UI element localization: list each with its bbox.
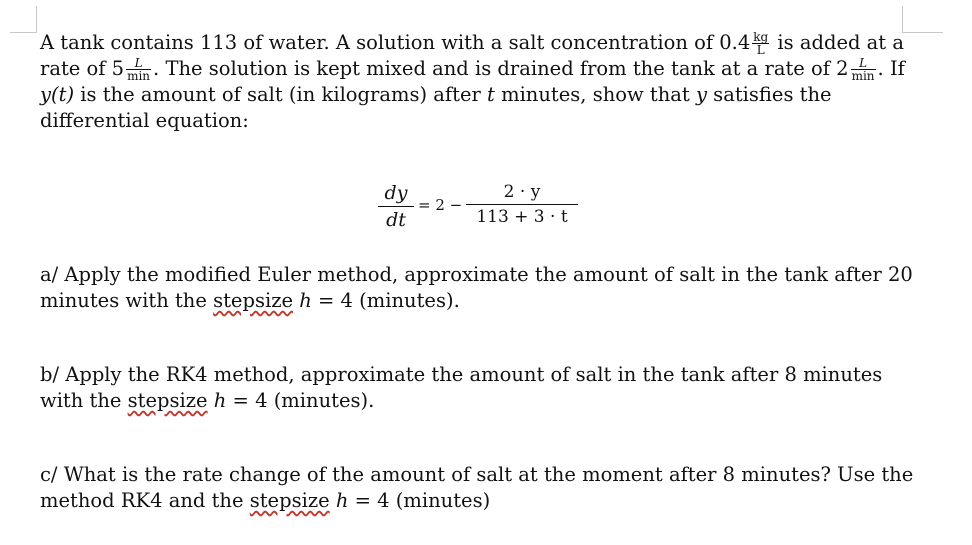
intro-text: . The solution is kept mixed and is drained from the tank at a rate of 2 xyxy=(153,57,849,80)
intro-line-3 xyxy=(40,82,930,108)
intro-text: is the amount of salt (in kilograms) after xyxy=(74,83,488,106)
problem-intro xyxy=(40,30,930,134)
lhs-denominator: dt xyxy=(386,209,406,231)
question-text: method RK4 and the xyxy=(40,489,250,512)
intro-line-1 xyxy=(40,30,930,56)
intro-line-2 xyxy=(40,56,930,82)
rhs-denominator: 113 + 3 · t xyxy=(476,207,568,227)
intro-line-4: differential equation: xyxy=(40,109,249,132)
question-text: with the xyxy=(40,389,128,412)
question-b xyxy=(40,362,930,414)
spellcheck-word[interactable]: stepsize xyxy=(213,289,294,312)
question-text: = 4 (minutes) xyxy=(348,489,491,512)
spellcheck-word[interactable]: stepsize xyxy=(127,389,208,412)
spellcheck-word[interactable]: stepsize xyxy=(249,489,330,512)
page-corner-top-right xyxy=(902,6,943,33)
intro-text: minutes, show that xyxy=(494,83,696,106)
intro-text: . If xyxy=(877,57,905,80)
lhs-fraction xyxy=(378,182,414,231)
question-text: = 4 (minutes). xyxy=(226,389,375,412)
intro-text: is added at a xyxy=(777,31,904,54)
intro-text: A tank contains 113 of water. A solution with a salt concentration of 0.4 xyxy=(40,31,751,54)
question-a-line-1: a/ Apply the modified Euler method, approximate the amount of salt in the tank after 20 xyxy=(40,263,913,286)
step-variable: h xyxy=(213,389,227,412)
inflow-rate-unit-fraction: $\frac{L}{\min}$ xyxy=(127,56,151,83)
intro-text: satisfies the xyxy=(706,83,832,106)
y-variable: y xyxy=(695,83,707,106)
rhs-fraction xyxy=(466,182,578,227)
time-variable: t xyxy=(487,83,495,106)
step-variable: h xyxy=(335,489,349,512)
concentration-unit-fraction: $\frac{kg}{L}$ xyxy=(753,30,769,57)
intro-text: rate of 5 xyxy=(40,57,125,80)
step-variable: h xyxy=(299,289,312,312)
page-corner-top-left xyxy=(10,6,37,33)
function-variable: y(t) xyxy=(40,83,75,106)
question-c xyxy=(40,462,930,514)
equation-middle: = 2 − xyxy=(418,196,463,214)
question-c-line-1: c/ What is the rate change of the amount of salt at the moment after 8 minutes? Use the xyxy=(40,463,914,486)
differential-equation xyxy=(378,182,618,242)
lhs-numerator: dy xyxy=(378,182,414,207)
question-text: = 4 (minutes). xyxy=(311,289,460,312)
question-text: minutes with the xyxy=(40,289,214,312)
question-a xyxy=(40,262,930,314)
outflow-rate-unit-fraction: $\frac{L}{\min}$ xyxy=(851,56,875,83)
rhs-numerator: 2 · y xyxy=(466,182,578,205)
question-b-line-1: b/ Apply the RK4 method, approximate the amount of salt in the tank after 8 minutes xyxy=(40,363,883,386)
